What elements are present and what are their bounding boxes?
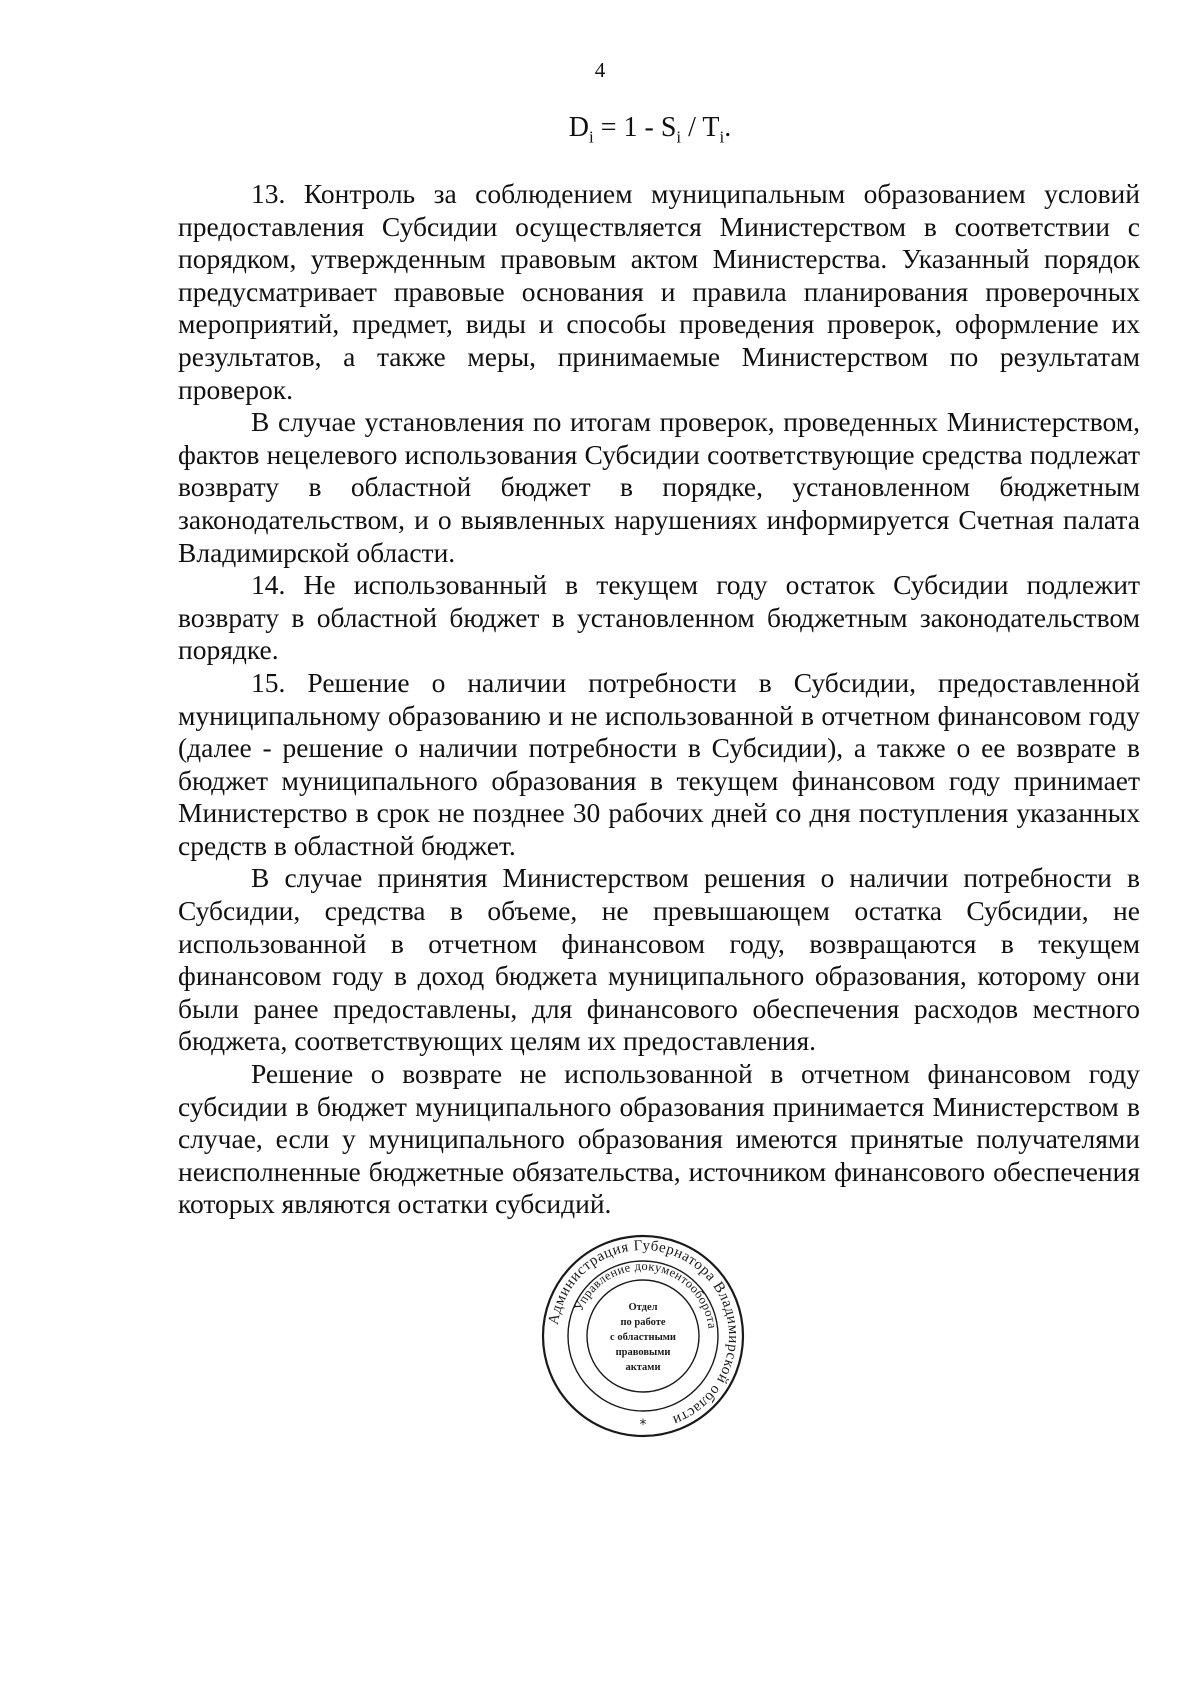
formula-s-subscript: i — [676, 127, 682, 147]
stamp-center-line: правовыми — [615, 1347, 671, 1358]
formula-t-subscript: i — [719, 127, 725, 147]
paragraph-13-control-result: В случае установления по итогам проверок, проведенных Министерством, фактов нецелевого использования Субсидии соответствующие средства подлежат возврату в областной бюджет в порядке, установленном бюджетным законодательством, и о выявленных нарушениях информируется Счетная палата Владимирской области. — [178, 406, 1140, 568]
stamp-star-icon: * — [639, 1417, 647, 1433]
formula-d-subscript: i — [588, 127, 594, 147]
paragraph-13: 13. Контроль за соблюдением муниципальным образованием условий предоставления Субсидии осуществляется Министерством в соответствии с порядком, утвержденным правовым актом Министерства. Указанный порядок предусматривает правовые основания и правила планирования проверочных мероприятий, предмет, виды и способы проведения проверок, оформление их результатов, а также меры, принимаемые Министерством по результатам проверок. — [178, 178, 1140, 405]
document-body — [178, 178, 1140, 1221]
paragraph-15-need-decision: В случае принятия Министерством решения о наличии потребности в Субсидии, средства в объеме, не превышающем остатка Субсидии, не использованной в отчетном финансовом году, возвращаются в текущем финансовом году в доход бюджета муниципального образования, которому они были ранее предоставлены, для финансового обеспечения расходов местного бюджета, соответствующих целям их предоставления. — [178, 862, 1140, 1057]
paragraph-15: 15. Решение о наличии потребности в Субсидии, предоставленной муниципальному образованию и не использованной в отчетном финансовом году (далее - решение о наличии потребности в Субсидии), а также о ее возврате в бюджет муниципального образования в текущем финансовом году принимает Министерство в срок не позднее 30 рабочих дней со дня поступления указанных средств в областной бюджет. — [178, 666, 1140, 861]
stamp-seal-icon — [540, 1233, 746, 1439]
stamp-inner-text: Управление документооборота — [571, 1258, 720, 1330]
stamp-center-line: Отдел — [628, 1302, 658, 1313]
stamp-center-text — [610, 1302, 676, 1373]
stamp-center-line: с областными — [610, 1332, 676, 1343]
paragraph-14: 14. Не использованный в текущем году остаток Субсидии подлежит возврату в областной бюджет в установленном бюджетным законодательством порядке. — [178, 569, 1140, 666]
official-stamp — [540, 1233, 746, 1439]
stamp-center-line: по работе — [620, 1317, 666, 1328]
formula-middle: = 1 - S — [593, 112, 677, 143]
formula-end: . — [724, 112, 732, 143]
formula-d: D — [568, 112, 589, 143]
paragraph-15-return-decision: Решение о возврате не использованной в отчетном финансовом году субсидии в бюджет муниципального образования принимается Министерством в случае, если у муниципального образования имеются принятые получателями неисполненные бюджетные обязательства, источником финансового обеспечения которых являются остатки субсидий. — [178, 1058, 1140, 1220]
formula-slash: / T — [681, 112, 720, 143]
stamp-outer-text: Администрация Губернатора Владимирской области — [545, 1237, 742, 1429]
formula — [0, 112, 1200, 148]
page-number: 4 — [594, 58, 606, 82]
stamp-center-line: актами — [625, 1362, 661, 1373]
